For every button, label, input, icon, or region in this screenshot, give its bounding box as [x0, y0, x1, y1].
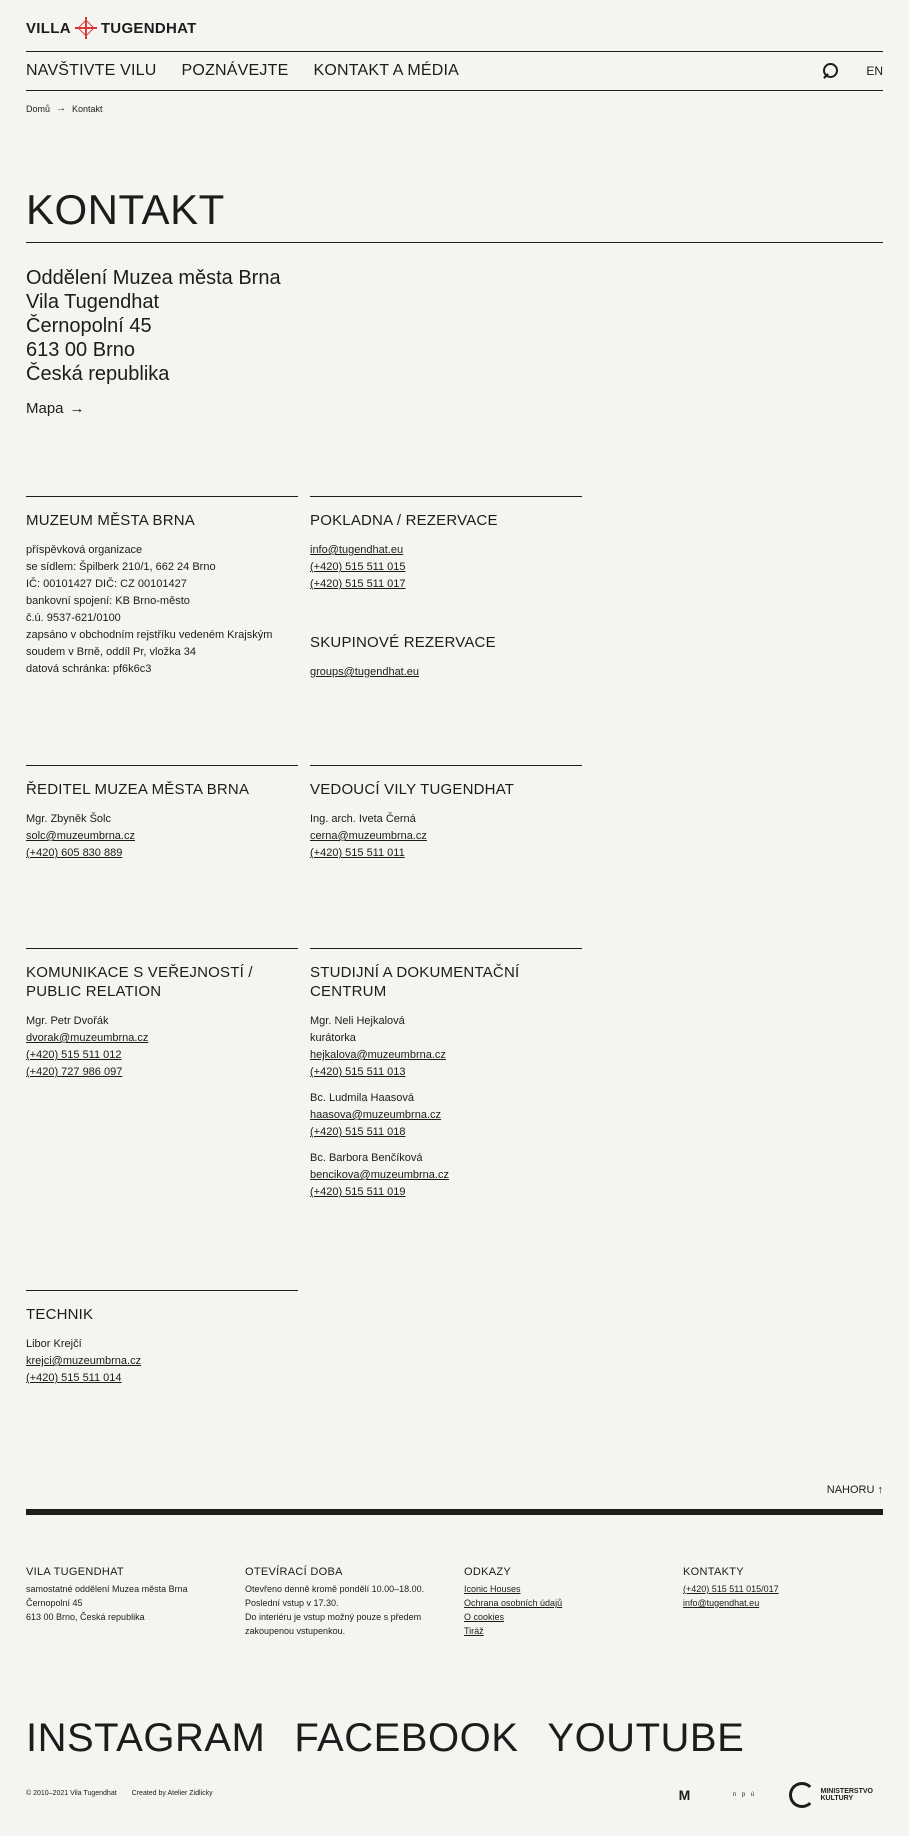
block-title: [310, 963, 582, 1001]
site-logo[interactable]: [26, 16, 883, 40]
block-subtitle: SKUPINOVÉ REZERVACE: [310, 634, 496, 651]
footer-col-title: ODKAZY: [464, 1566, 512, 1578]
block-title: MUZEUM MĚSTA BRNA: [26, 512, 195, 529]
contact-block-technik: [26, 1290, 298, 1387]
footer-link-imprint[interactable]: Tiráž: [464, 1626, 484, 1636]
person-name: Mgr. Neli Hejkalová: [310, 1015, 405, 1027]
partner-logos: [669, 1780, 873, 1810]
muzeum-mesta-brna-logo[interactable]: [669, 1780, 699, 1810]
address-line: Oddělení Muzea města Brna: [26, 267, 281, 289]
footer-line: samostatné oddělení Muzea města Brna: [26, 1584, 188, 1594]
block-title: VEDOUCÍ VILY TUGENDHAT: [310, 781, 515, 798]
contact-block-vedouci: [310, 765, 582, 862]
contact-block-muzeum: [26, 496, 298, 678]
instagram-link[interactable]: INSTAGRAM: [26, 1716, 266, 1760]
person-group: [310, 1150, 582, 1201]
footer-line: Otevřeno denně kromě pondělí 10.00–18.00.: [245, 1584, 425, 1594]
main-nav: [26, 51, 883, 91]
info-line: se sídlem: Špilberk 210/1, 662 24 Brno: [26, 561, 216, 573]
phone-link[interactable]: (+420) 515 511 014: [26, 1372, 122, 1384]
footer-col-title: VILA TUGENDHAT: [26, 1566, 124, 1578]
phone-link[interactable]: (+420) 515 511 012: [26, 1049, 122, 1061]
person-name: Mgr. Petr Dvořák: [26, 1015, 109, 1027]
nav-item-poznavejte[interactable]: POZNÁVEJTE: [181, 62, 289, 79]
person-name: Mgr. Zbyněk Šolc: [26, 813, 111, 825]
person-name: Ing. arch. Iveta Černá: [310, 813, 416, 825]
address-line: Česká republika: [26, 363, 170, 385]
person-name: Bc. Ludmila Haasová: [310, 1092, 414, 1104]
footer-col-villa: [26, 1566, 236, 1624]
contact-block-komunikace: [26, 948, 298, 1081]
back-to-top-button[interactable]: NAHORU ↑: [826, 1484, 883, 1496]
info-line: soudem v Brně, oddíl Pr, vložka 34: [26, 646, 196, 658]
block-title-line: PUBLIC RELATION: [26, 983, 162, 1000]
info-line: zapsáno v obchodním rejstříku vedeném Krajským: [26, 629, 273, 641]
breadcrumb-home[interactable]: Domů: [26, 103, 51, 114]
block-title: POKLADNA / REZERVACE: [310, 512, 498, 529]
map-link-label: Mapa: [26, 400, 64, 417]
email-link[interactable]: cerna@muzeumbrna.cz: [310, 830, 427, 842]
person-role: kurátorka: [310, 1032, 356, 1044]
address-line: Černopolní 45: [26, 315, 152, 337]
phone-link[interactable]: (+420) 515 511 019: [310, 1186, 406, 1198]
person-group: [310, 1013, 582, 1081]
nav-item-navstivte-vilu[interactable]: NAVŠTIVTE VILU: [26, 62, 157, 79]
arrow-right-icon: →: [56, 103, 67, 114]
ministry-circle-icon: [789, 1782, 815, 1808]
block-title: ŘEDITEL MUZEA MĚSTA BRNA: [26, 781, 250, 798]
email-link[interactable]: haasova@muzeumbrna.cz: [310, 1109, 442, 1121]
search-icon[interactable]: [822, 63, 838, 79]
info-line: příspěvková organizace: [26, 544, 143, 556]
footer-col-contacts: [683, 1566, 893, 1610]
copyright-text: © 2010–2021 Vila Tugendhat: [26, 1790, 117, 1797]
arrow-right-icon: →: [69, 400, 85, 417]
email-link[interactable]: info@tugendhat.eu: [310, 544, 404, 556]
address: [26, 266, 883, 386]
info-line: datová schránka: pf6k6c3: [26, 663, 152, 675]
breadcrumb: [26, 103, 883, 114]
person-group: [310, 1090, 582, 1141]
footer-divider: [26, 1509, 883, 1515]
logo-text-tugendhat: TUGENDHAT: [100, 19, 197, 37]
youtube-link[interactable]: YOUTUBE: [547, 1716, 745, 1760]
footer-col-title: OTEVÍRACÍ DOBA: [245, 1566, 343, 1578]
email-link[interactable]: groups@tugendhat.eu: [310, 666, 420, 678]
contact-block-studijni: [310, 948, 582, 1210]
npu-logo[interactable]: [721, 1780, 767, 1810]
created-by-link[interactable]: Created by Atelier Zidlicky: [131, 1790, 213, 1797]
language-switch[interactable]: EN: [866, 64, 883, 78]
footer-col-links: [464, 1566, 674, 1638]
phone-link[interactable]: (+420) 515 511 015: [310, 561, 406, 573]
mmb-logo-mark: M: [678, 1786, 691, 1803]
email-link[interactable]: solc@muzeumbrna.cz: [26, 830, 135, 842]
logo-text-villa: VILLA: [26, 19, 71, 37]
address-line: Vila Tugendhat: [26, 291, 160, 313]
email-link[interactable]: dvorak@muzeumbrna.cz: [26, 1032, 149, 1044]
phone-link[interactable]: (+420) 605 830 889: [26, 847, 123, 859]
person-name: Bc. Barbora Benčíková: [310, 1152, 423, 1164]
info-line: IČ: 00101427 DIČ: CZ 00101427: [26, 578, 187, 590]
phone-link[interactable]: (+420) 515 511 011: [310, 847, 405, 859]
footer-line: Poslední vstup v 17.30.: [245, 1598, 339, 1608]
block-title: [26, 963, 298, 1001]
ministry-name-line: MINISTERSTVO: [820, 1788, 873, 1795]
footer-email-link[interactable]: info@tugendhat.eu: [683, 1598, 760, 1608]
person-name: Libor Krejčí: [26, 1338, 82, 1350]
footer-line: 613 00 Brno, Česká republika: [26, 1612, 145, 1622]
block-title: TECHNIK: [26, 1306, 94, 1323]
block-title-line: CENTRUM: [310, 983, 387, 1000]
footer-col-title: KONTAKTY: [683, 1566, 744, 1578]
phone-link[interactable]: (+420) 727 986 097: [26, 1066, 123, 1078]
page-title: KONTAKT: [26, 186, 225, 233]
contact-block-reditel: [26, 765, 298, 862]
npu-logo-mark: n p ú: [732, 1791, 757, 1798]
social-links: [26, 1716, 883, 1761]
block-title-line: KOMUNIKACE S VEŘEJNOSTÍ /: [26, 964, 253, 981]
map-link[interactable]: [26, 400, 883, 417]
title-divider: [26, 242, 883, 243]
breadcrumb-current: Kontakt: [72, 103, 103, 114]
phone-link[interactable]: (+420) 515 511 017: [310, 578, 406, 590]
cross-logo-icon: [75, 17, 97, 39]
nav-item-kontakt-a-media[interactable]: KONTAKT A MÉDIA: [313, 62, 460, 79]
footer-link-cookies[interactable]: O cookies: [464, 1612, 505, 1622]
ministry-name-line: KULTURY: [820, 1795, 854, 1802]
footer-line: Do interiéru je vstup možný pouze s předem: [245, 1612, 422, 1622]
block-title-line: STUDIJNÍ A DOKUMENTAČNÍ: [310, 964, 520, 981]
phone-link[interactable]: (+420) 515 511 013: [310, 1066, 406, 1078]
email-link[interactable]: hejkalova@muzeumbrna.cz: [310, 1049, 446, 1061]
ministerstvo-kultury-logo[interactable]: [789, 1780, 873, 1810]
footer-link-iconic-houses[interactable]: Iconic Houses: [464, 1584, 521, 1594]
footer-phone-link[interactable]: (+420) 515 511 015/017: [683, 1584, 779, 1594]
footer-link-privacy[interactable]: Ochrana osobních údajů: [464, 1598, 563, 1608]
info-line: č.ú. 9537-621/0100: [26, 612, 121, 624]
footer-line: zakoupenou vstupenkou.: [245, 1626, 346, 1636]
footer-line: Černopolní 45: [26, 1598, 83, 1608]
email-link[interactable]: krejci@muzeumbrna.cz: [26, 1355, 142, 1367]
email-link[interactable]: bencikova@muzeumbrna.cz: [310, 1169, 449, 1181]
info-line: bankovní spojení: KB Brno-město: [26, 595, 190, 607]
footer-col-hours: [245, 1566, 455, 1638]
address-line: 613 00 Brno: [26, 339, 135, 361]
contact-block-pokladna: [310, 496, 582, 681]
phone-link[interactable]: (+420) 515 511 018: [310, 1126, 406, 1138]
facebook-link[interactable]: FACEBOOK: [294, 1716, 519, 1760]
